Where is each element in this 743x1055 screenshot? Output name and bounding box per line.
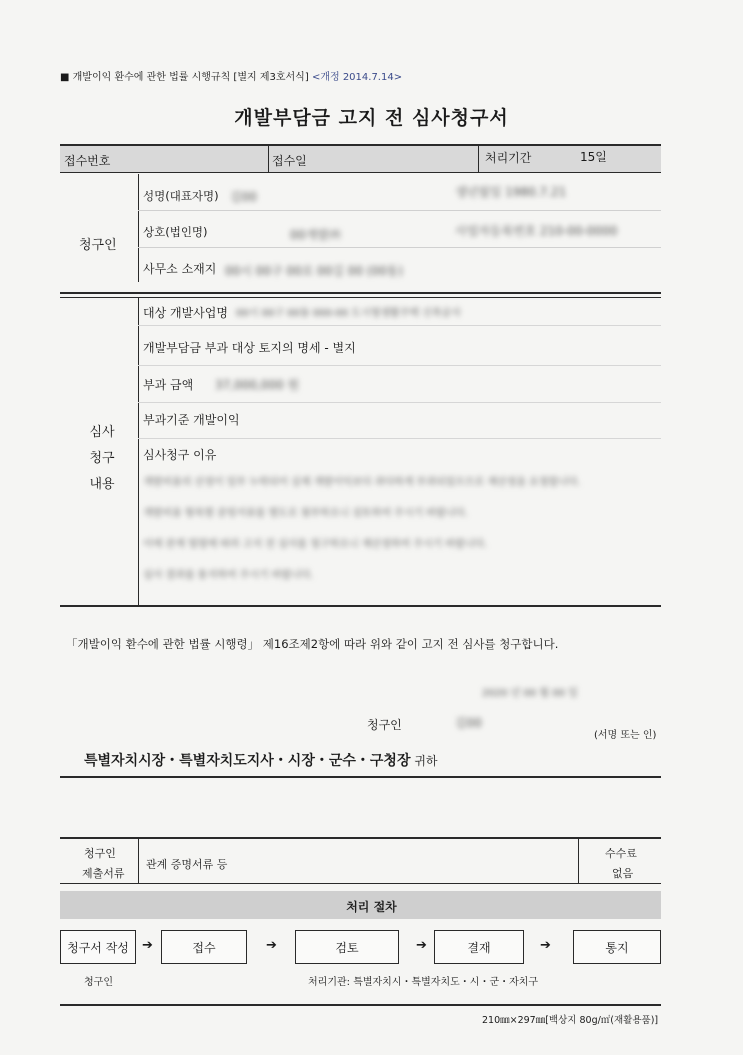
documents-label-2: 제출서류 (82, 867, 125, 880)
processing-period-label: 처리기간 (485, 151, 532, 165)
reason-line-4: 심사 결과를 통지하여 주시기 바랍니다. (143, 570, 314, 581)
step-request: 청구서 작성 (60, 930, 136, 964)
land-detail-label: 개발부담금 부과 대상 토지의 명세 - 별지 (143, 341, 356, 355)
reason-line-1: 개발비용의 산정이 일부 누락되어 실제 개발이익보다 과다하게 부과되었으므로 재산정을 요청합니다. (143, 477, 581, 488)
procedure-title: 처리 절차 (346, 900, 397, 914)
basis-label: 부과기준 개발이익 (143, 413, 240, 427)
signature-mark: (서명 또는 인) (594, 730, 657, 741)
company-value: 00개발㈜ (290, 228, 341, 242)
reason-line-3: 이에 관계 법령에 따라 고지 전 심사를 청구하오니 재산정하여 주시기 바랍니다. (143, 539, 488, 550)
reason-line-2: 개발비용 항목별 증빙서류를 별도로 첨부하오니 검토하여 주시기 바랍니다. (143, 508, 468, 519)
receipt-row (60, 144, 661, 172)
regulation-text: 개발이익 환수에 관한 법률 시행규칙 [별지 제3호서식] (72, 72, 309, 83)
registration-number-value: 사업자등록번호 210-00-0000 (455, 224, 618, 238)
amount-value: 37,000,000 원 (215, 378, 300, 392)
fee-value: 없음 (612, 867, 634, 880)
name-value: 김00 (230, 190, 257, 204)
receipt-number-label: 접수번호 (64, 154, 111, 168)
project-name-value: 00시 00구 00동 000-00 도시형생활주택 신축공사 (236, 308, 461, 319)
review-section-label (78, 420, 126, 498)
page-title: 개발부담금 고지 전 심사청구서 (234, 107, 509, 129)
step-review: 검토 (295, 930, 399, 964)
addressee-main: 특별자치시장・특별자치도지사・시장・군수・구청장 (84, 753, 411, 769)
applicant-section-label: 청구인 (79, 238, 117, 253)
receipt-date-label: 접수일 (272, 154, 307, 168)
address-value: 00시 00구 00로 00길 00 (00동) (225, 264, 404, 278)
procedure-right-note: 처리기관: 특별자치시・특별자치도・시・군・자치구 (308, 977, 539, 988)
documents-value: 관계 증명서류 등 (146, 858, 228, 871)
reason-label: 심사청구 이유 (143, 448, 217, 462)
form-header (60, 68, 402, 83)
review-label-line-3: 내용 (89, 477, 115, 492)
square-bullet-icon: ■ (60, 72, 70, 83)
address-label: 사무소 소재지 (143, 262, 217, 276)
signature-label: 청구인 (367, 718, 402, 732)
procedure-left-note: 청구인 (84, 977, 113, 988)
review-label-line-2: 청구 (89, 451, 115, 466)
addressee-suffix: 귀하 (414, 754, 438, 768)
review-label-line-1: 심사 (89, 425, 115, 440)
signature-name: 김00 (455, 716, 482, 730)
revision-text: <개정 2014.7.14> (311, 72, 403, 83)
arrow-icon: ➔ (416, 938, 427, 953)
step-approval: 결재 (434, 930, 524, 964)
step-receipt: 접수 (161, 930, 247, 964)
arrow-icon: ➔ (266, 938, 277, 953)
company-label: 상호(법인명) (143, 225, 208, 239)
date-value: 2020 년 00 월 00 일 (482, 688, 578, 699)
statement-text: 「개발이익 환수에 관한 법률 시행령」 제16조제2항에 따라 위와 같이 고지 전 심사를 청구합니다. (66, 637, 559, 651)
amount-label: 부과 금액 (143, 378, 194, 392)
documents-label-1: 청구인 (84, 847, 116, 860)
name-label: 성명(대표자명) (143, 189, 219, 203)
project-name-label: 대상 개발사업명 (143, 306, 228, 320)
fee-label: 수수료 (605, 847, 637, 860)
birth-value: 생년월일 1980.7.21 (455, 185, 567, 199)
addressee (84, 750, 438, 770)
processing-period-value: 15일 (580, 150, 607, 164)
paper-spec: 210㎜×297㎜[백상지 80g/㎡(재활용품)] (482, 1015, 659, 1026)
arrow-icon: ➔ (142, 938, 153, 953)
arrow-icon: ➔ (540, 938, 551, 953)
step-notification: 통지 (573, 930, 661, 964)
